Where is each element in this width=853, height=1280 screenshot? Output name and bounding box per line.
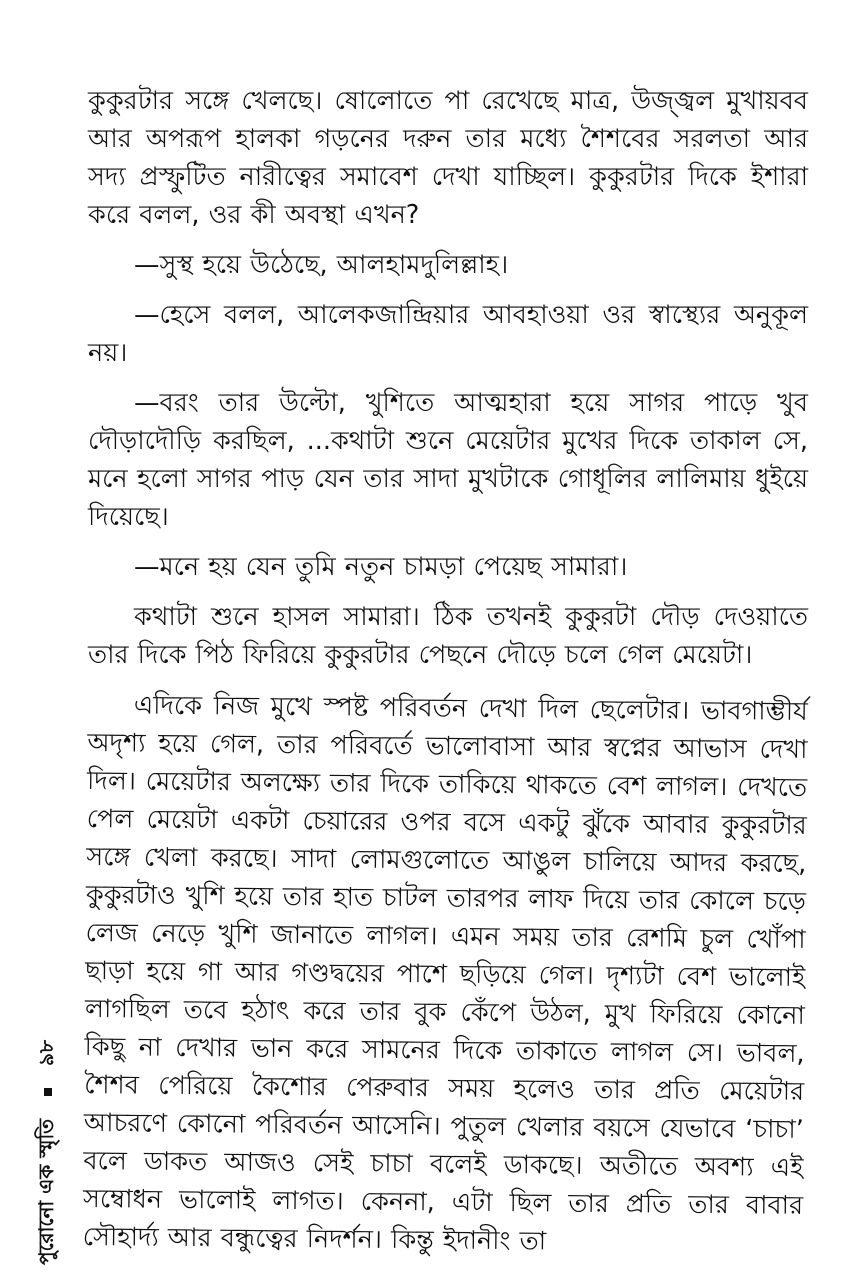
- paragraph-2: —সুস্থ হয়ে উঠেছে, আলহামদুলিল্লাহ।: [134, 250, 509, 280]
- separator-bullet: [44, 1088, 52, 1096]
- paragraph-6: কথাটা শুনে হাসল সামারা। ঠিক তখনই কুকুরটা দৌড় দেওয়াতে তার দিকে পিঠ ফিরিয়ে কুকুরটার পেছনে দৌড়ে চলে গেল মেয়েটা।: [88, 602, 808, 670]
- paragraph-5: —মনে হয় যেন তুমি নতুন চামড়া পেয়েছ সামারা।: [134, 552, 628, 582]
- paragraph-3: —হেসে বলল, আলেকজান্দ্রিয়ার আবহাওয়া ওর স্বাস্থ্যের অনুকূল নয়।: [88, 300, 808, 368]
- body-text: [82, 82, 808, 1268]
- paragraph-7: এদিকে নিজ মুখে স্পষ্ট পরিবর্তন দেখা দিল ছেলেটার। ভাবগাম্ভীর্য অদৃশ্য হয়ে গেল, তার পরিবর্তে ভালোবাসা আর স্বপ্নের আভাস দেখা দিল। মেয়েটার অলক্ষ্যে তার দিকে তাকিয়ে থাকতে বেশ লাগল। দেখতে পেল মেয়েটা একটা চেয়ারের ওপর বসে একটু ঝুঁকে আবার কুকুরটার সঙ্গে খেলা করছে। সাদা লোমগুলোতে আঙুল চালিয়ে আদর করছে, কুকুরটাও খুশি হয়ে তার হাত চাটল তারপর লাফ দিয়ে তার কোলে চড়ে লেজ নেড়ে খুশি জানাতে লাগল। এমন সময় তার রেশমি চুল খোঁপা ছাড়া হয়ে গা আর গণ্ডদ্বয়ের পাশে ছড়িয়ে গেল। দৃশ্যটা বেশ ভালোই লাগছিল তবে হঠাৎ করে তার বুক কেঁপে উঠল, মুখ ফিরিয়ে কোনো কিছু না দেখার ভান করে সামনের দিকে তাকাতে লাগল সে। ভাবল, শৈশব পেরিয়ে কৈশোর পেরুবার সময় হলেও তার প্রতি মেয়েটার আচরণে কোনো পরিবর্তন আসেনি। পুতুল খেলার বয়সে যেভাবে ‘চাচা’ বলে ডাকত আজও সেই চাচা বলেই ডাকছে। অতীতে অবশ্য এই সম্বোধন ভালোই লাগত। কেননা, এটা ছিল তার প্রতি তার বাবার সৌহার্দ্য আর বন্ধুত্বের নিদর্শন। কিন্তু ইদানীং তা: [82, 690, 808, 1257]
- paragraph-4: —বরং তার উল্টো, খুশিতে আত্মহারা হয়ে সাগর পাড়ে খুব দৌড়াদৌড়ি করছিল, ...কথাটা শুনে মেয়েটার মুখের দিকে তাকাল সে, মনে হলো সাগর পাড় যেন তার সাদা মুখটাকে গোধূলির লালিমায় ধুইয়ে দিয়েছে।: [88, 388, 808, 532]
- paragraph-1: কুকুরটার সঙ্গে খেলছে। ষোলোতে পা রেখেছে মাত্র, উজ্জ্বল মুখায়বব আর অপরূপ হালকা গড়নের দরুন তার মধ্যে শৈশবের সরলতা আর সদ্য প্রস্ফুটিত নারীত্বের সমাবেশ দেখা যাচ্ছিল। কুকুরটার দিকে ইশারা করে বলল, ওর কী অবস্থা এখন?: [88, 86, 808, 230]
- page-number: ৯৮: [33, 1040, 58, 1066]
- running-footer: [30, 1040, 70, 1265]
- book-title: পুরোনো এক স্মৃতি: [33, 1118, 58, 1265]
